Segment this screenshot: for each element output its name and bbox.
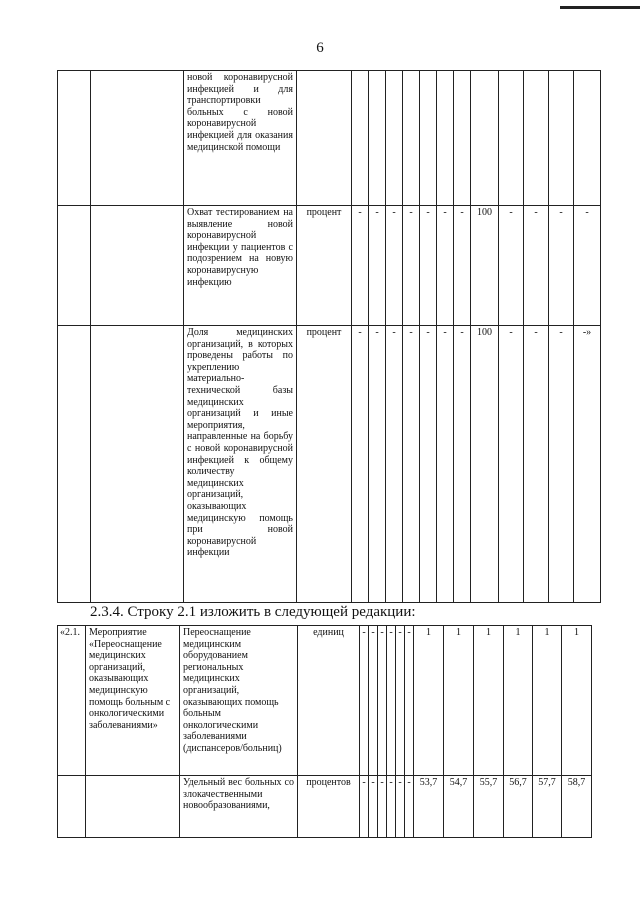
value-cell: - [405,776,414,838]
table-row [58,626,592,776]
top-rule [560,6,640,9]
value-cell: - [420,206,437,326]
value-cell: - [499,326,524,603]
unit-cell: процент [297,206,352,326]
event-cell [91,326,184,603]
table-row [58,326,601,603]
unit-cell: процент [297,326,352,603]
row-number-cell [58,206,91,326]
value-cell: - [369,206,386,326]
row-number-cell [58,326,91,603]
value-cell: - [549,206,574,326]
value-cell: 54,7 [444,776,474,838]
value-cell: 53,7 [414,776,444,838]
indicators-table-continued [57,70,601,603]
value-cell: - [386,206,403,326]
value-cell [499,71,524,206]
value-cell: - [524,326,549,603]
value-cell: - [369,326,386,603]
value-cell [369,71,386,206]
unit-cell [297,71,352,206]
indicator-name: Доля медицинских организаций, в которых проведены работы по укреплению материально-технической базы медицинских организаций и иные мероприятия, направленные на борьбу с новой коронавирусной инфекцией к общему количеству медицинских организаций, оказывающих медицинскую помощь при новой коронавирусной инфекции [184,326,297,603]
value-cell: - [403,326,420,603]
value-cell: - [386,326,403,603]
value-cell: 1 [474,626,504,776]
value-cell: 57,7 [533,776,562,838]
value-cell: - [499,206,524,326]
value-cell: - [396,776,405,838]
value-cell [437,71,454,206]
table-row [58,206,601,326]
value-cell: - [420,326,437,603]
value-cell: - [574,206,601,326]
indicator-name: Охват тестированием на выявление новой коронавирусной инфекции у пациентов с подозрением на новую коронавирусную инфекцию [184,206,297,326]
value-cell: - [352,326,369,603]
value-cell: - [369,626,378,776]
row-number-cell [58,71,91,206]
indicator-name: Удельный вес больных со злокачественными новообразованиями, [180,776,298,838]
value-cell: - [360,776,369,838]
value-cell: 58,7 [562,776,592,838]
value-cell: -» [574,326,601,603]
value-cell: 1 [533,626,562,776]
value-cell: - [369,776,378,838]
value-cell: - [352,206,369,326]
value-cell: - [437,326,454,603]
value-cell: 1 [562,626,592,776]
unit-cell: единиц [298,626,360,776]
page-number: 6 [316,40,324,56]
value-cell: 55,7 [474,776,504,838]
table-row [58,776,592,838]
value-cell [524,71,549,206]
value-cell: - [378,776,387,838]
value-cell: 56,7 [504,776,533,838]
unit-cell: процентов [298,776,360,838]
event-cell [86,776,180,838]
value-cell: - [454,326,471,603]
value-cell [549,71,574,206]
value-cell: 1 [414,626,444,776]
value-cell: - [387,626,396,776]
row-number-cell [58,776,86,838]
table-row [58,71,601,206]
value-cell [386,71,403,206]
value-cell: 100 [471,206,499,326]
value-cell: - [403,206,420,326]
value-cell: - [549,326,574,603]
event-cell [91,71,184,206]
value-cell: - [387,776,396,838]
value-cell: - [524,206,549,326]
value-cell: - [437,206,454,326]
value-cell: 1 [504,626,533,776]
value-cell [403,71,420,206]
value-cell: - [454,206,471,326]
row-number-cell: «2.1. [58,626,86,776]
value-cell: - [360,626,369,776]
indicator-name: Переоснащение медицинским оборудованием региональных медицинских организаций, оказывающих помощь больным онкологическими заболеваниями (диспансеров/больниц) [180,626,298,776]
value-cell [574,71,601,206]
event-cell: Мероприятие «Переоснащение медицинских организаций, оказывающих медицинскую помощь больным с онкологическими заболеваниями» [86,626,180,776]
section-heading: 2.3.4. Строку 2.1 изложить в следующей редакции: [90,604,416,620]
value-cell: 1 [444,626,474,776]
indicator-name: новой коронавирусной инфекцией и для транспортировки больных с новой коронавирусной инфекцией для оказания медицинской помощи [184,71,297,206]
value-cell: 100 [471,326,499,603]
value-cell: - [396,626,405,776]
value-cell [454,71,471,206]
value-cell: - [405,626,414,776]
value-cell: - [378,626,387,776]
value-cell [352,71,369,206]
value-cell [420,71,437,206]
event-cell [91,206,184,326]
indicators-table-new [57,625,592,838]
value-cell [471,71,499,206]
